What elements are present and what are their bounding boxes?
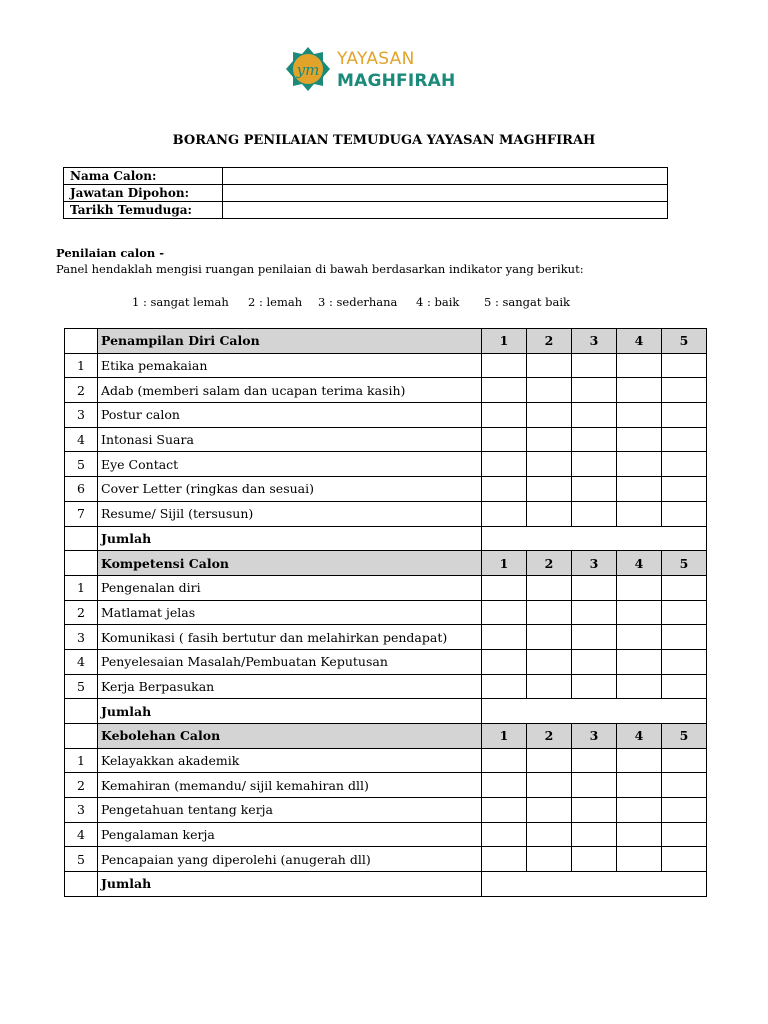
score-cell[interactable] (617, 403, 662, 428)
instruction-text: Panel hendaklah mengisi ruangan penilaian di bawah berdasarkan indikator yang berikut: (56, 262, 584, 276)
score-header: 4 (617, 551, 662, 576)
criteria-row (65, 822, 707, 847)
row-number: 5 (65, 674, 98, 699)
criteria-label: Penyelesaian Masalah/Pembuatan Keputusan (98, 649, 482, 674)
score-header: 4 (617, 329, 662, 354)
criteria-label: Kemahiran (memandu/ sijil kemahiran dll) (98, 773, 482, 798)
row-number (65, 872, 98, 897)
score-cell[interactable] (662, 822, 707, 847)
score-cell[interactable] (662, 452, 707, 477)
score-cell[interactable] (617, 353, 662, 378)
score-cell[interactable] (617, 625, 662, 650)
score-cell[interactable] (482, 600, 527, 625)
row-number (65, 526, 98, 551)
score-cell[interactable] (617, 798, 662, 823)
total-label: Jumlah (98, 526, 482, 551)
score-header: 5 (662, 724, 707, 749)
criteria-label: Pencapaian yang diperolehi (anugerah dll) (98, 847, 482, 872)
score-cell[interactable] (572, 600, 617, 625)
criteria-row (65, 427, 707, 452)
row-number (65, 329, 98, 354)
info-row-date (64, 202, 668, 219)
logo-text-yayasan: YAYASAN (337, 49, 415, 69)
score-cell[interactable] (572, 798, 617, 823)
score-cell[interactable] (527, 600, 572, 625)
criteria-label: Cover Letter (ringkas dan sesuai) (98, 477, 482, 502)
score-cell[interactable] (482, 748, 527, 773)
section-header-row (65, 329, 707, 354)
score-cell[interactable] (527, 378, 572, 403)
row-number: 4 (65, 649, 98, 674)
score-cell[interactable] (572, 501, 617, 526)
score-cell[interactable] (662, 674, 707, 699)
criteria-label: Komunikasi ( fasih bertutur dan melahirkan pendapat) (98, 625, 482, 650)
total-score-cell[interactable] (482, 526, 707, 551)
score-cell[interactable] (527, 625, 572, 650)
score-cell[interactable] (482, 403, 527, 428)
score-header: 3 (572, 551, 617, 576)
score-cell[interactable] (662, 649, 707, 674)
score-cell[interactable] (482, 452, 527, 477)
criteria-row (65, 847, 707, 872)
score-cell[interactable] (617, 847, 662, 872)
score-cell[interactable] (572, 773, 617, 798)
criteria-label: Kerja Berpasukan (98, 674, 482, 699)
row-number (65, 699, 98, 724)
score-cell[interactable] (527, 649, 572, 674)
score-cell[interactable] (527, 403, 572, 428)
score-cell[interactable] (662, 353, 707, 378)
row-number (65, 724, 98, 749)
score-cell[interactable] (482, 847, 527, 872)
score-cell[interactable] (617, 674, 662, 699)
criteria-row (65, 773, 707, 798)
score-cell[interactable] (572, 748, 617, 773)
score-header: 1 (482, 551, 527, 576)
row-number: 3 (65, 403, 98, 428)
score-cell[interactable] (617, 649, 662, 674)
section-header-row (65, 551, 707, 576)
score-cell[interactable] (662, 748, 707, 773)
score-cell[interactable] (482, 477, 527, 502)
score-cell[interactable] (482, 427, 527, 452)
row-number: 3 (65, 625, 98, 650)
score-header: 2 (527, 551, 572, 576)
score-cell[interactable] (572, 649, 617, 674)
row-number: 5 (65, 847, 98, 872)
row-number: 4 (65, 427, 98, 452)
score-cell[interactable] (527, 847, 572, 872)
row-number: 4 (65, 822, 98, 847)
total-row (65, 526, 707, 551)
criteria-row (65, 649, 707, 674)
score-cell[interactable] (662, 625, 707, 650)
criteria-label: Eye Contact (98, 452, 482, 477)
score-cell[interactable] (662, 600, 707, 625)
info-row-name (64, 168, 668, 185)
scale-item: 2 : lemah (248, 295, 303, 309)
criteria-row (65, 748, 707, 773)
score-cell[interactable] (482, 649, 527, 674)
score-cell[interactable] (482, 798, 527, 823)
score-cell[interactable] (527, 477, 572, 502)
yayasan-emblem-icon (285, 46, 331, 92)
score-cell[interactable] (662, 427, 707, 452)
score-cell[interactable] (617, 477, 662, 502)
score-cell[interactable] (617, 748, 662, 773)
score-header: 3 (572, 724, 617, 749)
score-header: 5 (662, 551, 707, 576)
total-row (65, 699, 707, 724)
score-cell[interactable] (482, 674, 527, 699)
row-number: 7 (65, 501, 98, 526)
score-cell[interactable] (617, 427, 662, 452)
score-cell[interactable] (662, 773, 707, 798)
score-cell[interactable] (482, 625, 527, 650)
scale-item: 4 : baik (416, 295, 460, 309)
score-header: 3 (572, 329, 617, 354)
score-cell[interactable] (617, 378, 662, 403)
score-cell[interactable] (527, 452, 572, 477)
criteria-row (65, 600, 707, 625)
score-header: 2 (527, 724, 572, 749)
row-number: 2 (65, 378, 98, 403)
score-cell[interactable] (662, 403, 707, 428)
criteria-row (65, 625, 707, 650)
score-cell[interactable] (527, 798, 572, 823)
score-cell[interactable] (527, 427, 572, 452)
criteria-row (65, 452, 707, 477)
score-cell[interactable] (662, 501, 707, 526)
svg-text:ym: ym (296, 61, 320, 79)
score-cell[interactable] (662, 847, 707, 872)
row-number: 6 (65, 477, 98, 502)
scale-item: 1 : sangat lemah (132, 295, 229, 309)
info-value-field[interactable] (223, 202, 668, 219)
score-cell[interactable] (662, 575, 707, 600)
total-label: Jumlah (98, 699, 482, 724)
scale-item: 5 : sangat baik (484, 295, 571, 309)
score-cell[interactable] (572, 477, 617, 502)
section-header-row (65, 724, 707, 749)
criteria-label: Pengetahuan tentang kerja (98, 798, 482, 823)
score-cell[interactable] (617, 600, 662, 625)
row-number (65, 551, 98, 576)
info-value-field[interactable] (223, 168, 668, 185)
row-number: 1 (65, 353, 98, 378)
criteria-label: Adab (memberi salam dan ucapan terima kasih) (98, 378, 482, 403)
score-cell[interactable] (482, 353, 527, 378)
score-cell[interactable] (527, 748, 572, 773)
criteria-row (65, 575, 707, 600)
score-cell[interactable] (662, 477, 707, 502)
criteria-label: Resume/ Sijil (tersusun) (98, 501, 482, 526)
total-score-cell[interactable] (482, 872, 707, 897)
score-cell[interactable] (572, 427, 617, 452)
score-cell[interactable] (617, 575, 662, 600)
info-label: Tarikh Temuduga: (64, 202, 223, 219)
score-cell[interactable] (572, 575, 617, 600)
score-header: 1 (482, 724, 527, 749)
criteria-row (65, 403, 707, 428)
total-score-cell[interactable] (482, 699, 707, 724)
row-number: 3 (65, 798, 98, 823)
row-number: 1 (65, 575, 98, 600)
score-cell[interactable] (572, 674, 617, 699)
row-number: 5 (65, 452, 98, 477)
score-cell[interactable] (482, 501, 527, 526)
score-cell[interactable] (662, 798, 707, 823)
criteria-label: Pengenalan diri (98, 575, 482, 600)
score-cell[interactable] (572, 403, 617, 428)
criteria-row (65, 674, 707, 699)
score-cell[interactable] (527, 353, 572, 378)
section-title: Penampilan Diri Calon (98, 329, 482, 354)
info-value-field[interactable] (223, 185, 668, 202)
criteria-label: Postur calon (98, 403, 482, 428)
candidate-info-table (63, 167, 668, 219)
assessment-section-label: Penilaian calon - (56, 246, 165, 260)
score-cell[interactable] (572, 625, 617, 650)
score-cell[interactable] (617, 822, 662, 847)
criteria-row (65, 353, 707, 378)
row-number: 2 (65, 600, 98, 625)
assessment-table (64, 328, 707, 897)
score-cell[interactable] (572, 847, 617, 872)
score-cell[interactable] (482, 773, 527, 798)
section-title: Kompetensi Calon (98, 551, 482, 576)
score-header: 4 (617, 724, 662, 749)
info-row-position (64, 185, 668, 202)
total-row (65, 872, 707, 897)
score-header: 2 (527, 329, 572, 354)
criteria-row (65, 798, 707, 823)
criteria-label: Etika pemakaian (98, 353, 482, 378)
score-cell[interactable] (572, 822, 617, 847)
criteria-row (65, 477, 707, 502)
criteria-row (65, 501, 707, 526)
criteria-label: Kelayakkan akademik (98, 748, 482, 773)
score-cell[interactable] (617, 773, 662, 798)
score-cell[interactable] (617, 501, 662, 526)
logo (285, 46, 456, 98)
criteria-label: Intonasi Suara (98, 427, 482, 452)
score-cell[interactable] (527, 822, 572, 847)
score-cell[interactable] (527, 773, 572, 798)
info-label: Nama Calon: (64, 168, 223, 185)
criteria-label: Pengalaman kerja (98, 822, 482, 847)
row-number: 2 (65, 773, 98, 798)
total-label: Jumlah (98, 872, 482, 897)
score-header: 5 (662, 329, 707, 354)
info-label: Jawatan Dipohon: (64, 185, 223, 202)
section-title: Kebolehan Calon (98, 724, 482, 749)
row-number: 1 (65, 748, 98, 773)
score-cell[interactable] (482, 378, 527, 403)
score-cell[interactable] (572, 452, 617, 477)
score-cell[interactable] (527, 674, 572, 699)
form-title: BORANG PENILAIAN TEMUDUGA YAYASAN MAGHFIRAH (172, 133, 596, 148)
score-cell[interactable] (527, 575, 572, 600)
score-header: 1 (482, 329, 527, 354)
score-cell[interactable] (572, 353, 617, 378)
criteria-row (65, 378, 707, 403)
criteria-label: Matlamat jelas (98, 600, 482, 625)
score-cell[interactable] (527, 501, 572, 526)
score-cell[interactable] (482, 822, 527, 847)
score-cell[interactable] (617, 452, 662, 477)
score-cell[interactable] (482, 575, 527, 600)
score-cell[interactable] (572, 378, 617, 403)
logo-text-maghfirah: MAGHFIRAH (337, 71, 456, 91)
scale-item: 3 : sederhana (318, 295, 398, 309)
score-cell[interactable] (662, 378, 707, 403)
